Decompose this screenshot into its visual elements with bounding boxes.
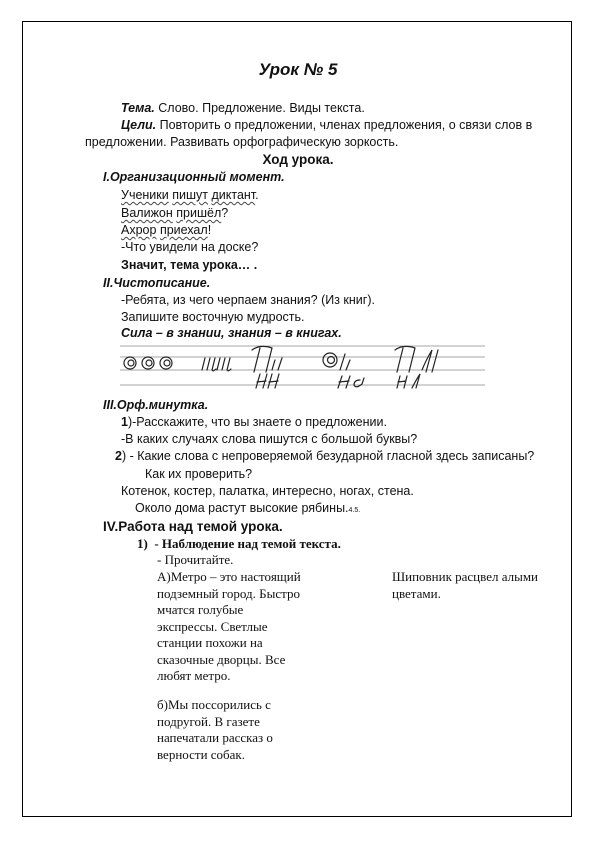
text-b-line: б)Мы поссорились с <box>157 697 271 712</box>
sentence-note: 4.5. <box>348 507 361 514</box>
text-c <box>392 569 538 602</box>
q1-text: )-Расскажите, что вы знаете о предложении. <box>127 415 387 429</box>
page-title: Урок № 5 <box>258 60 338 79</box>
text-b-line: напечатали рассказ о <box>157 730 273 745</box>
sentence-2-word-1: Валижон <box>121 206 173 220</box>
sentence-2-word-2: пришёл <box>176 206 222 220</box>
text-a <box>157 569 301 685</box>
topic-text: Слово. Предложение. Виды текста. <box>154 101 365 115</box>
text-a-line: А)Метро – это настоящий <box>157 569 301 584</box>
sentence-3-end: ! <box>207 223 212 237</box>
sentence-1-end: . <box>255 188 259 202</box>
section2-line-2: Запишите восточную мудрость. <box>121 310 305 324</box>
text-b <box>157 697 273 763</box>
section3-heading: III.Орф.минутка. <box>103 398 209 412</box>
sentence-1-word-3: диктант <box>211 188 256 202</box>
section3-sentence <box>135 501 360 515</box>
text-a-line: любят метро. <box>157 668 231 683</box>
goals-text-1: Повторить о предложении, членах предложения, о связи слов в <box>156 118 533 132</box>
sentence-3-word-1: Ахрор <box>121 223 157 237</box>
section1-question: -Что увидели на доске? <box>121 240 259 254</box>
section1-conclusion: Значит, тема урока… . <box>121 258 258 272</box>
text-a-line: экспрессы. Светлые <box>157 618 268 634</box>
goals-line-2: предложении. Развивать орфографическую зоркость. <box>85 135 399 149</box>
text-b-line: верности собак. <box>157 746 245 762</box>
sentence-2-end: ? <box>221 206 229 220</box>
section3-question-2 <box>115 449 534 463</box>
q1-number: 1 <box>121 415 128 429</box>
text-a-line: сказочные дворцы. Все <box>157 651 286 667</box>
section2-wisdom: Сила – в знании, знания – в книгах. <box>121 326 342 340</box>
handwritten-letters <box>124 346 438 388</box>
topic-line <box>121 101 365 115</box>
item-number: 1) <box>137 536 148 551</box>
section2-line-1: -Ребята, из чего черпаем знания? (Из книг). <box>121 293 375 307</box>
section3-question-1 <box>121 415 387 429</box>
section3-words: Котенок, костер, палатка, интересно, ногах, стена. <box>121 484 414 498</box>
text-a-line: подземный город. Быстро <box>157 585 300 601</box>
item-title: - Наблюдение над темой текста. <box>154 536 341 551</box>
text-c-line: Шиповник расцвел алыми <box>392 569 539 584</box>
lesson-heading: Ход урока. <box>262 152 334 167</box>
section4-heading: IV.Работа над темой урока. <box>103 519 283 534</box>
text-a-line: станции похожи на <box>157 635 263 650</box>
q2-number: 2 <box>115 449 122 463</box>
text-a-line: мчатся голубые <box>157 602 244 617</box>
section4-instruction: - Прочитайте. <box>157 552 234 567</box>
topic-label: Тема. <box>121 101 155 115</box>
text-b-line: подругой. В газете <box>157 713 260 729</box>
sentence-1-word-1: Ученики <box>121 188 169 202</box>
goals-line-1 <box>121 118 532 132</box>
section3-question-1-sub: -В каких случаях слова пишутся с большой буквы? <box>121 432 418 446</box>
section3-question-2-sub: Как их проверить? <box>145 467 253 481</box>
sentence-1-word-2: пишут <box>172 188 208 202</box>
sentence-3-word-2: приехал <box>159 223 208 237</box>
goals-label: Цели. <box>121 118 157 132</box>
q2-text: ) - Какие слова с непроверяемой безударной гласной здесь записаны? <box>121 449 535 463</box>
sentence-text: Около дома растут высокие рябины. <box>135 501 349 515</box>
sentence-2 <box>121 206 228 220</box>
section2-heading: II.Чистописание. <box>103 276 211 290</box>
section4-item-1 <box>137 537 341 552</box>
handwriting-sample-image <box>120 340 485 395</box>
section1-heading: I.Организационный момент. <box>103 170 285 184</box>
sentence-3 <box>121 223 211 237</box>
text-c-line: цветами. <box>392 585 441 601</box>
sentence-1 <box>121 188 259 202</box>
